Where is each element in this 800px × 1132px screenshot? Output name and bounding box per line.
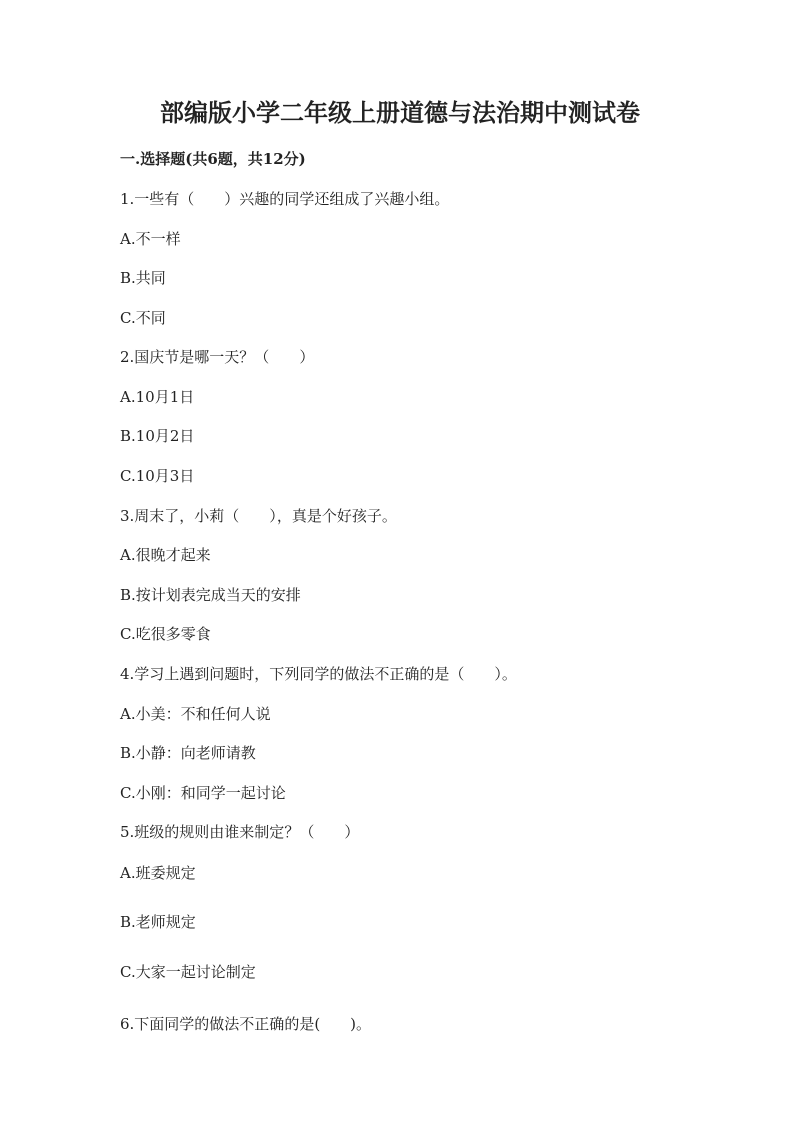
question-3-option-a: A.很晚才起来: [120, 546, 211, 564]
question-3-stem: 3.周末了，小莉（ ），真是个好孩子。: [120, 507, 397, 525]
question-1-option-c: C.不同: [120, 309, 166, 327]
question-4-option-a: A.小美：不和任何人说: [120, 705, 271, 723]
question-1-option-a: A.不一样: [120, 230, 181, 248]
question-2-stem: 2.国庆节是哪一天？（ ）: [120, 348, 315, 366]
question-4-stem: 4.学习上遇到问题时，下列同学的做法不正确的是（ ）。: [120, 665, 517, 683]
section-heading: 一.选择题(共6题，共12分): [120, 150, 306, 168]
question-3-option-c: C.吃很多零食: [120, 625, 211, 643]
question-6-stem: 6.下面同学的做法不正确的是( )。: [120, 1015, 372, 1033]
question-5-option-b: B.老师规定: [120, 913, 196, 931]
question-5-option-a: A.班委规定: [120, 864, 196, 882]
question-2-option-b: B.10月2日: [120, 427, 195, 445]
question-5-stem: 5.班级的规则由谁来制定？（ ）: [120, 823, 360, 841]
question-2-option-c: C.10月3日: [120, 467, 195, 485]
question-1-stem: 1.一些有（ ）兴趣的同学还组成了兴趣小组。: [120, 190, 450, 208]
question-3-option-b: B.按计划表完成当天的安排: [120, 586, 301, 604]
question-4-option-b: B.小静：向老师请教: [120, 744, 256, 762]
page-title: 部编版小学二年级上册道德与法治期中测试卷: [160, 98, 640, 127]
question-5-option-c: C.大家一起讨论制定: [120, 963, 256, 981]
question-4-option-c: C.小刚：和同学一起讨论: [120, 784, 286, 802]
question-1-option-b: B.共同: [120, 269, 166, 287]
question-2-option-a: A.10月1日: [120, 388, 195, 406]
